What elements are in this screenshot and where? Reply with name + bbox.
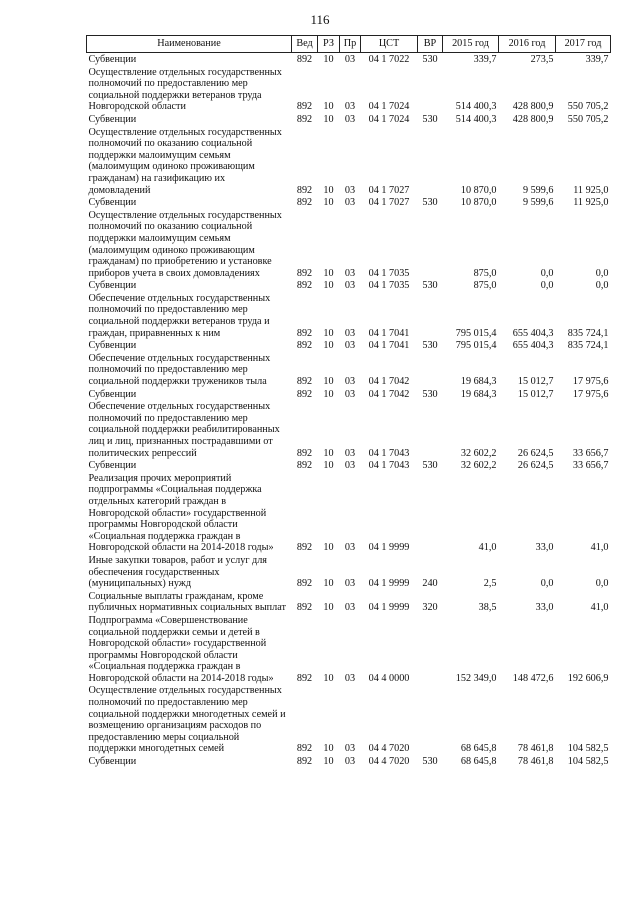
cell-2015: 19 684,3	[460, 376, 497, 388]
cell-rz: 10	[323, 743, 334, 755]
table-row	[87, 590, 611, 614]
cell-vr: 530	[422, 460, 438, 472]
table-header-row	[87, 36, 611, 53]
table-row	[87, 755, 611, 768]
cell-ved: 892	[296, 113, 313, 125]
cell-2015: 152 349,0	[455, 672, 497, 684]
cell-ved: 892	[296, 447, 313, 459]
cell-2016: 26 624,5	[517, 460, 554, 472]
cell-ved: 892	[296, 184, 313, 196]
cell-rz: 10	[323, 542, 334, 554]
cell-rz: 10	[323, 54, 334, 65]
cell-cst: 04 1 7035	[368, 267, 410, 279]
cell-cst: 04 4 7020	[368, 743, 410, 755]
cell-vr: 530	[422, 113, 438, 125]
cell-2017: 17 975,6	[572, 388, 609, 400]
cell-2015: 10 870,0	[460, 184, 497, 196]
header-2015: 2015 год	[443, 36, 499, 53]
cell-ved: 892	[296, 197, 313, 209]
table-row	[87, 388, 611, 401]
cell-2015: 875,0	[473, 267, 497, 279]
cell-2016: 0,0	[540, 578, 554, 590]
cell-vr	[418, 209, 443, 280]
cell-pr: 03	[344, 743, 356, 755]
cell-2016: 655 404,3	[512, 340, 554, 352]
cell-rz: 10	[323, 340, 334, 352]
cell-name: Субвенции	[88, 756, 137, 768]
cell-pr: 03	[344, 184, 356, 196]
cell-2017: 835 724,1	[567, 327, 609, 339]
cell-2017: 0,0	[595, 267, 609, 279]
cell-ved: 892	[296, 101, 313, 113]
cell-cst: 04 1 9999	[368, 602, 410, 614]
cell-2015: 514 400,3	[455, 101, 497, 113]
cell-rz: 10	[323, 460, 334, 472]
cell-2016: 0,0	[540, 267, 554, 279]
cell-pr: 03	[344, 447, 356, 459]
cell-rz: 10	[323, 327, 334, 339]
cell-rz: 10	[323, 184, 334, 196]
cell-cst: 04 1 7024	[368, 101, 410, 113]
cell-2016: 26 624,5	[517, 447, 554, 459]
cell-2017: 192 606,9	[567, 672, 609, 684]
cell-name: Субвенции	[88, 388, 137, 400]
cell-2017: 17 975,6	[572, 376, 609, 388]
cell-pr: 03	[344, 542, 356, 554]
cell-rz: 10	[323, 388, 334, 400]
cell-ved: 892	[296, 376, 313, 388]
cell-vr: 530	[422, 340, 438, 352]
header-cst: ЦСТ	[361, 36, 418, 53]
cell-rz: 10	[323, 113, 334, 125]
cell-cst: 04 1 7041	[368, 340, 410, 352]
cell-ved: 892	[296, 280, 313, 292]
cell-ved: 892	[296, 388, 313, 400]
cell-2017: 835 724,1	[567, 340, 609, 352]
header-2017: 2017 год	[556, 36, 611, 53]
cell-name: Субвенции	[88, 54, 137, 65]
cell-cst: 04 1 7042	[368, 376, 410, 388]
cell-2016: 33,0	[535, 542, 554, 554]
cell-cst: 04 1 7035	[368, 280, 410, 292]
header-name: Наименование	[87, 36, 292, 53]
cell-2015: 339,7	[473, 54, 497, 65]
cell-name: Обеспечение отдельных государственных полномочий по предоставлению мер социальной поддержки ветеранов труда и граждан, приравненных к ним	[88, 292, 271, 339]
cell-name: Осуществление отдельных государственных полномочий по оказанию социальной поддержки малоимущим семьям (малоимущим одиноко проживающим гражданам) по приобретению и установке приборов учета в своих домовладениях	[88, 209, 282, 279]
cell-name: Обеспечение отдельных государственных полномочий по предоставлению мер социальной поддержки реабилитированных лиц и лиц, признанных пострадавшими от политических репрессий	[88, 401, 280, 459]
cell-cst: 04 1 7042	[368, 388, 410, 400]
cell-cst: 04 4 0000	[368, 672, 410, 684]
table-row	[87, 113, 611, 126]
cell-2015: 795 015,4	[455, 340, 497, 352]
cell-2017: 550 705,2	[567, 101, 609, 113]
cell-2017: 33 656,7	[572, 460, 609, 472]
cell-cst: 04 1 7041	[368, 327, 410, 339]
table-row	[87, 554, 611, 590]
cell-2016: 15 012,7	[517, 388, 554, 400]
budget-table	[86, 35, 611, 768]
cell-vr	[418, 400, 443, 459]
cell-name: Субвенции	[88, 113, 137, 125]
cell-cst: 04 1 7022	[368, 54, 410, 65]
cell-2016: 9 599,6	[522, 197, 554, 209]
table-row	[87, 66, 611, 113]
cell-2015: 514 400,3	[455, 113, 497, 125]
header-vr: ВР	[418, 36, 443, 53]
header-ved: Вед	[292, 36, 318, 53]
cell-2015: 19 684,3	[460, 388, 497, 400]
cell-2015: 41,0	[478, 542, 497, 554]
cell-name: Осуществление отдельных государственных полномочий по предоставлению мер социальной поддержки многодетных семей и возмещению организациям расходов по предоставлению меры социальной поддержки многодетных семей	[88, 685, 286, 755]
cell-ved: 892	[296, 672, 313, 684]
cell-pr: 03	[344, 267, 356, 279]
table-row	[87, 352, 611, 388]
cell-pr: 03	[344, 101, 356, 113]
cell-vr	[418, 126, 443, 197]
cell-rz: 10	[323, 280, 334, 292]
cell-2016: 9 599,6	[522, 184, 554, 196]
cell-rz: 10	[323, 267, 334, 279]
cell-ved: 892	[296, 460, 313, 472]
table-row	[87, 196, 611, 209]
cell-cst: 04 1 9999	[368, 578, 410, 590]
table-row	[87, 400, 611, 459]
cell-rz: 10	[323, 602, 334, 614]
cell-pr: 03	[344, 672, 356, 684]
cell-vr	[418, 684, 443, 755]
cell-2016: 428 800,9	[512, 113, 554, 125]
cell-name: Реализация прочих мероприятий подпрограммы «Социальная поддержка отдельных категорий граждан в Новгородской области» государственной программы Новгородской области «Социальная поддержка граждан в Новгородской области на 2014-2018 годы»	[88, 472, 274, 554]
cell-pr: 03	[344, 376, 356, 388]
cell-2015: 2,5	[483, 578, 497, 590]
cell-vr	[418, 472, 443, 554]
table-row	[87, 684, 611, 755]
cell-pr: 03	[344, 327, 356, 339]
cell-ved: 892	[296, 578, 313, 590]
cell-2016: 33,0	[535, 602, 554, 614]
cell-ved: 892	[296, 54, 313, 65]
cell-2015: 32 602,2	[460, 447, 497, 459]
cell-cst: 04 1 7027	[368, 184, 410, 196]
cell-2017: 41,0	[590, 602, 609, 614]
table-row	[87, 126, 611, 197]
cell-2017: 0,0	[595, 578, 609, 590]
cell-pr: 03	[344, 388, 356, 400]
cell-ved: 892	[296, 602, 313, 614]
cell-rz: 10	[323, 756, 334, 768]
cell-2015: 38,5	[478, 602, 497, 614]
cell-2015: 875,0	[473, 280, 497, 292]
cell-pr: 03	[344, 280, 356, 292]
cell-2017: 11 925,0	[573, 184, 609, 196]
table-row	[87, 53, 611, 66]
cell-2015: 68 645,8	[460, 756, 497, 768]
cell-ved: 892	[296, 340, 313, 352]
cell-ved: 892	[296, 743, 313, 755]
cell-2016: 15 012,7	[517, 376, 554, 388]
header-rz: РЗ	[318, 36, 340, 53]
cell-name: Подпрограмма «Совершенствование социальной поддержки семьи и детей в Новгородской области» государственной программы Новгородской области «Социальная поддержка граждан в Новгородской области на 2014-2018 годы»	[88, 614, 274, 684]
table-row	[87, 614, 611, 685]
cell-pr: 03	[344, 602, 356, 614]
cell-2017: 339,7	[585, 54, 609, 65]
cell-vr	[418, 614, 443, 685]
cell-pr: 03	[344, 578, 356, 590]
page-number: 116	[310, 12, 330, 27]
cell-ved: 892	[296, 267, 313, 279]
cell-vr: 240	[422, 578, 438, 590]
cell-name: Обеспечение отдельных государственных полномочий по предоставлению мер социальной поддержки тружеников тыла	[88, 352, 271, 388]
cell-2017: 33 656,7	[572, 447, 609, 459]
cell-rz: 10	[323, 447, 334, 459]
table-row	[87, 209, 611, 280]
cell-pr: 03	[344, 54, 356, 65]
cell-2017: 41,0	[590, 542, 609, 554]
cell-name: Иные закупки товаров, работ и услуг для обеспечения государственных (муниципальных) нужд	[88, 554, 267, 590]
cell-name: Социальные выплаты гражданам, кроме публичных нормативных социальных выплат	[88, 590, 286, 614]
cell-rz: 10	[323, 101, 334, 113]
cell-ved: 892	[296, 542, 313, 554]
table-row	[87, 279, 611, 292]
cell-vr: 530	[422, 54, 438, 65]
cell-name: Субвенции	[88, 460, 137, 472]
table-row	[87, 292, 611, 339]
cell-vr: 530	[422, 197, 438, 209]
cell-name: Субвенции	[88, 340, 137, 352]
table-row	[87, 339, 611, 352]
cell-pr: 03	[344, 113, 356, 125]
table-row	[87, 459, 611, 472]
cell-2017: 104 582,5	[567, 756, 609, 768]
cell-rz: 10	[323, 578, 334, 590]
cell-cst: 04 1 7043	[368, 447, 410, 459]
cell-vr	[418, 352, 443, 388]
cell-2015: 10 870,0	[460, 197, 497, 209]
cell-2015: 795 015,4	[455, 327, 497, 339]
cell-cst: 04 1 7027	[368, 197, 410, 209]
cell-cst: 04 1 9999	[368, 542, 410, 554]
cell-2017: 550 705,2	[567, 113, 609, 125]
cell-2017: 11 925,0	[573, 197, 609, 209]
cell-vr: 320	[422, 602, 438, 614]
cell-2016: 148 472,6	[512, 672, 554, 684]
cell-cst: 04 1 7024	[368, 113, 410, 125]
cell-2015: 32 602,2	[460, 460, 497, 472]
cell-name: Осуществление отдельных государственных полномочий по оказанию социальной поддержки малоимущим семьям (малоимущим одиноко проживающим гражданам) на газификацию их домовладений	[88, 126, 282, 196]
cell-vr: 530	[422, 280, 438, 292]
cell-vr: 530	[422, 388, 438, 400]
cell-ved: 892	[296, 327, 313, 339]
cell-2015: 68 645,8	[460, 743, 497, 755]
cell-cst: 04 1 7043	[368, 460, 410, 472]
cell-pr: 03	[344, 197, 356, 209]
cell-2016: 428 800,9	[512, 101, 554, 113]
cell-2016: 0,0	[540, 280, 554, 292]
cell-2016: 273,5	[530, 54, 554, 65]
cell-cst: 04 4 7020	[368, 756, 410, 768]
cell-pr: 03	[344, 340, 356, 352]
cell-2016: 78 461,8	[517, 756, 554, 768]
cell-2017: 0,0	[595, 280, 609, 292]
cell-ved: 892	[296, 756, 313, 768]
cell-rz: 10	[323, 376, 334, 388]
cell-name: Осуществление отдельных государственных полномочий по предоставлению мер социальной поддержки ветеранов труда Новгородской области	[88, 66, 282, 113]
cell-vr: 530	[422, 756, 438, 768]
header-2016: 2016 год	[499, 36, 556, 53]
cell-name: Субвенции	[88, 280, 137, 292]
cell-rz: 10	[323, 672, 334, 684]
cell-rz: 10	[323, 197, 334, 209]
cell-name: Субвенции	[88, 197, 137, 209]
cell-2016: 655 404,3	[512, 327, 554, 339]
cell-pr: 03	[344, 756, 356, 768]
cell-vr	[418, 66, 443, 113]
table-row	[87, 472, 611, 554]
cell-pr: 03	[344, 460, 356, 472]
cell-vr	[418, 292, 443, 339]
header-pr: Пр	[340, 36, 361, 53]
cell-2016: 78 461,8	[517, 743, 554, 755]
cell-2017: 104 582,5	[567, 743, 609, 755]
